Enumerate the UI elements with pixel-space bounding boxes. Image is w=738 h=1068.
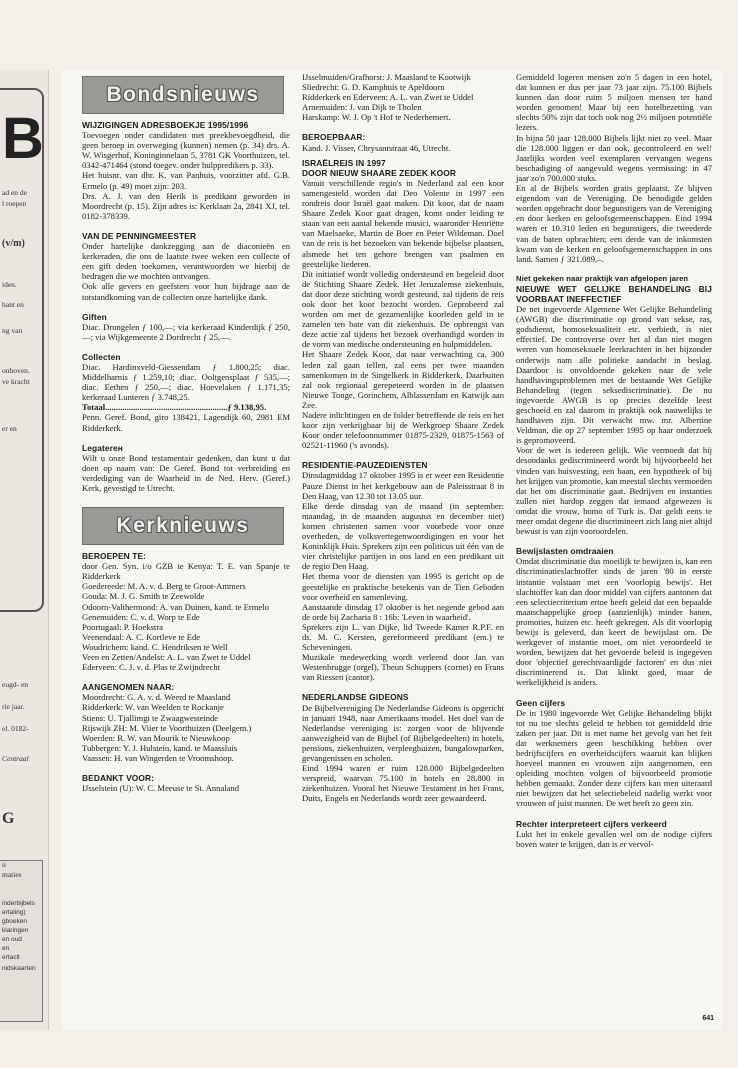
paragraph: Kand. J. Visser, Chrysantstraat 46, Utrecht.: [302, 142, 451, 153]
paragraph: Nadere inlichtingen en de folder betreffende de reis en het koor zijn verkrijgbaar bij de Werkgroep Shaare Zedek Koor onder telefoonnummer 01875-2329, 01875-1563 of 02521-11960 ('s avonds).: [302, 410, 504, 451]
paragraph: Ridderkerk en Ederveen: A. L. van Zwet te Uddel: [302, 92, 474, 103]
paragraph: Het thema voor de diensten van 1995 is gericht op de geestelijke en praktische betekenis van de Tien Geboden voor overheid en samenleving.: [302, 571, 504, 602]
paragraph: Moordrecht: G. A. v. d. Weerd te Maasland: [82, 692, 231, 703]
fragment: maties: [2, 870, 22, 879]
paragraph: Vaassen: H. van Wingerden te Vroomshoop.: [82, 752, 234, 763]
fragment: onhoven.: [2, 366, 30, 375]
fragment: nidskaarten: [2, 965, 36, 972]
paragraph: Poortugaal: P. Hoekstra: [82, 621, 163, 632]
heading: Legaterен: [82, 442, 123, 453]
paragraph: Sliedrecht: G. D. Kamphuis te Apeldoorn: [302, 82, 445, 93]
heading: Geen cijfers: [516, 697, 566, 708]
paragraph: Woudrichem: kand. C. Hendriksen te Well: [82, 641, 228, 652]
paragraph: Onder hartelijke dankzegging aan de diaconieën en kerkeraden, die ons de laatste twee weken een collecte of een gift deden toekomen, verantwoorden we hierbij de bedragen die we mochten ontvangen.: [82, 241, 290, 282]
heading: BEDANKT VOOR:: [82, 772, 155, 783]
paragraph: Odoorn-Valthermond: A. van Duinen, kand. te Ermelo: [82, 601, 269, 612]
fragment: n: [2, 860, 6, 869]
page-number: 641: [702, 1015, 714, 1022]
paragraph: Genemuiden: C. v. d. Worp te Ede: [82, 611, 200, 622]
paragraph: Lukt het in enkele gevallen wel om de nodige cijfers boven water te krijgen, dan is er vervol-: [516, 828, 712, 849]
fragment: ertaling): [2, 909, 26, 916]
paragraph: Rijswijk ZH: M. Viier te Voorthuizen (Deelgem.): [82, 722, 252, 733]
paragraph: Toevoegen onder candidaten met preekbevoegdheid, die geen beroep in overweging (kunnen) nemen (p. 34) drs. A. W. Wisgerhof, Koninginnelaan 5, 3781 GK Voorthuizen, tel. 0342-471464 (stond toegev. onder hulppredikers p. 33).: [82, 130, 290, 171]
paragraph: Ook alle gevers en geefsters voor hun bijdrage aan de totstandkoming van de collecten onze hartelijke dank.: [82, 281, 290, 302]
kerknieuws-banner: Kerknieuws: [82, 507, 284, 545]
fragment: ad en de: [2, 188, 27, 197]
total-line: Totaal.........................................................ƒ 9.138,95.: [82, 402, 267, 413]
paragraph: Gemiddeld logeren mensen zo'n 5 dagen in een hotel, dat kunnen er dus per jaar 73 jaar zijn. 75.100 Bijbels kunnen dan door ruim 5 miljoen mensen ter hand worden genomen! Maar bij een hotelbezetting van slechts 50% zijn dat toch ook nog 2½ miljoen potentiële lezers.: [516, 72, 712, 133]
heading: ISRAËLREIS IN 1997: [302, 157, 386, 168]
paragraph: Wilt u onze Bond testamentair gedenken, dan kunt u dat doen op naam van: De Geref. Bond tot verbreiding en verdediging van de Waarheid in de Ned. Herv. (Geref.) Kerk, gevestigd te Utrecht.: [82, 452, 290, 493]
paragraph: Woerden: R. W. van Mourik te Nieuwkoop: [82, 732, 230, 743]
paragraph: IJsselmuiden/Grafhorst: J. Maasland te Kootwijk: [302, 72, 471, 82]
fragment: iden.: [2, 280, 17, 289]
adjacent-page-big-letter: B: [2, 106, 44, 171]
paragraph: Ederveen: C. J. v. d. Plas te Zwijndrecht: [82, 662, 221, 673]
paragraph: Drs. A. J. van den Herik is predikant geworden in Moordrecht (p. 15). Zijn adres is: Kerklaan 2a, 2841 XJ, tel. 0182-378339.: [82, 190, 290, 221]
fragment: Centraal: [2, 754, 29, 763]
paragraph: Gouda: M. J. G. Smith te Zeewolde: [82, 591, 205, 602]
column-2: [302, 72, 504, 803]
paragraph: Veenendaal: A. C. Kortleve te Ede: [82, 631, 201, 642]
heading: NEDERLANDSE GIDEONS: [302, 692, 409, 703]
heading: Niet gekeken naar praktijk van afgelopen jaren: [516, 273, 689, 283]
heading: Collecten: [82, 351, 121, 362]
paragraph: Goedereede: M. A. v. d. Berg te Groot-Ammers: [82, 581, 246, 592]
paragraph: Diac. Drongelen ƒ 100,—; via kerkeraad Kinderdijk ƒ 250,—; via Wijkgemeente 2 Dordrecht ƒ 25,—.: [82, 321, 290, 342]
paragraph: En al de Bijbels worden gratis geplaatst. Ze blijven eigendom van de Vereniging. De benodigde gelden worden opgebracht door begunstigers van de Vereniging en door kerken en geloofsgemeenschappen. Eind 1994 waren er 10.310 leden en begunstigers, die tweederde van de baten opbrachten; een derde van de inkomsten kwam van de kerken en geloofsgemeenschappen in ons land. Samen ƒ 321.089,–.: [516, 183, 712, 264]
fragment: gboeken: [2, 918, 27, 925]
paragraph: Penn. Geref. Bond, giro 138421, Lagendijk 60, 2981 EM Ridderkerk.: [82, 412, 290, 433]
paragraph: Sprekers zijn L. van Dijke, lid Tweede Kamer R.P.F. en ds. M. C. Kersten, gereformeerd predikant (em.) te Scheveningen.: [302, 621, 504, 653]
heading: WIJZIGINGEN ADRESBOEKJE 1995/1996: [82, 120, 249, 130]
fragment: (v/m): [2, 238, 25, 249]
paragraph: Stiens: U. Tjallimgi te Zwaagwesteinde: [82, 712, 219, 723]
heading: RESIDENTIE-PAUZEDIENSTEN: [302, 460, 428, 471]
fragment: G: [2, 810, 15, 827]
heading: AANGENOMEN NAAR:: [82, 682, 175, 693]
paragraph: Eind 1994 waren er ruim 128.000 Bijbelgedeelten verspreid, waarvan 75.100 in hotels en 28.800 in ziekenhuizen. Vooral het Nieuwe Testament in het Frans, Duits, Engels en Nederlands wordt zeer gewaardeerd.: [302, 763, 504, 804]
paragraph: Voor de wet is iedereen gelijk. Wie vermoedt dat hij desondanks gediscrimineerd wordt bij bijvoorbeeld het vinden van huisvesting, een baan, een hypotheek of bij het krijgen van promotie, kan meestal slechts vermoeden dat het om discriminatie gaat. Bedrijven en instanties zullen niet hardop zeggen dat iemand afgewezen is omdat die vrouw, homo of Turk is. Dat geldt eens te meer omdat degene die discrimineert zich lang niet altijd bewust is van zijn vooroordelen.: [516, 445, 712, 537]
fragment: el. 0182-: [2, 724, 29, 733]
paragraph: De Bijbelvereniging De Nederlandse Gideons is opgericht in januari 1948, naar Amerikaans model. Het doel van de Nederlandse vereniging is: zorgen voor de blijvende aanwezigheid van de Bijbel (of Bijbelgedeelten) in hotels, pensions, ziekenhuizen, verpleeghuizen, bungalowparken, gevangenissen en scholen.: [302, 702, 504, 763]
paragraph: Ridderkerk: W. van Weelden te Rockanje: [82, 702, 224, 713]
column-1: [82, 72, 290, 793]
paragraph: De net ingevoerde Algemene Wet Gelijke Behandeling (AWGB) die discriminatie op grond van sekse, ras, godsdienst, homoseksualiteit etc. verbiedt, is niet effectief. De controverse over het al dan niet mogen weren van homoseksuele leerkrachten in het bijzonder onderwijs nam alle politieke aandacht in beslag. Daardoor is onvoldoende gekeken naar de vele handhavingsproblemen met de bestaande Wet Gelijke Behandeling (tegen seksediscriminatie). De nu ingevoerde AWGB is op precies dezelfde leest geschoeid en zal daarom in praktijk ook nauwelijks te handhaven zijn. Dit verwacht mw. mr. Albertine Veldman, die op 27 september 1995 op haar onderzoek is gepromoveerd.: [516, 304, 712, 446]
magazine-page: [62, 70, 722, 1030]
paragraph: Arnemuiden: J. van Dijk te Tholen: [302, 102, 422, 113]
paragraph: Veen en Zetten/Andelst: A. L. van Zwet te Uddel: [82, 652, 251, 663]
heading: NIEUWE WET GELIJKE BEHANDELING BIJ VOORBAAT INEFFECTIEF: [516, 283, 712, 304]
paragraph: De in 1980 ingevoerde Wet Gelijke Behandeling blijkt tot nu toe slechts geleid te hebben tot gemiddeld drie zaken per jaar. Dit is met name het gevolg van het feit dat werknemers geen beschikking hebben over bedrijfscijfers en overheidscijfers waaruit kan blijken hoeveel mannen en vrouwen zijn aangenomen, een opleiding mochten volgen of bijvoorbeeld promotie hebben gemaakt. Zonder deze cijfers kan men uiteraard niet bewijzen dat het selectiebeleid nadelig werkt voor vrouwen of juist mannen. De wet heeft zo geen zin.: [516, 707, 712, 809]
paragraph: Elke derde dinsdag van de maand (in september: maandag, in de maanden augustus en december niet) komen christenen samen voor voorbede voor onze overheden, de volksvertegenwoordigingen en voor het Koninklijk Huis. Sprekers zijn een politicus uit één van de vier christelijke partijen in ons land en een predikant uit de regio Den Haag.: [302, 500, 504, 572]
fragment: en: [2, 945, 10, 952]
fragment: en oud: [2, 936, 22, 943]
paragraph: IJsselstein (U): W. C. Meeuse te St. Annaland: [82, 783, 240, 794]
paragraph: Tubbergen: Y. J. Hulstein, kand. te Maassluis: [82, 742, 238, 753]
heading: BEROEPEN TE:: [82, 551, 147, 562]
fragment: ve kracht: [2, 377, 30, 386]
paragraph: Het huisnr. van dhr. K. van Panhuis, voorzitter afd. G.B. Ermelo (p. 49) moet zijn: 203.: [82, 170, 290, 191]
fragment: bant en: [2, 300, 24, 309]
fragment: klaringen: [2, 927, 29, 934]
heading: BEROEPBAAR:: [302, 132, 366, 143]
heading: Bewijslasten omdraaien: [516, 546, 614, 557]
bondsnieuws-banner: Bondsnieuws: [82, 76, 284, 114]
fragment: ertaclt: [2, 954, 20, 961]
fragment: ng van: [2, 326, 23, 335]
paragraph: Muzikale medewerking wordt verleend door Jan van Westenbrugge (orgel), Theun Schuppers (cornet) en Frans van Riessen (cantor).: [302, 652, 504, 683]
fragment: inderbijbels: [2, 900, 35, 907]
heading: DOOR NIEUW SHAARE ZEDEK KOOR: [302, 167, 457, 178]
fragment: er en: [2, 424, 17, 433]
paragraph: Dinsdagmiddag 17 oktober 1995 is er weer een Residentie Pauze Dienst in het kerkgebouw aan de Paleisstraat 8 in Den Haag, van 12.30 tot 13.05 uur.: [302, 470, 504, 501]
heading: Giften: [82, 311, 107, 322]
paragraph: In bijna 50 jaar 128.000 Bijbels lijkt niet zo veel. Maar die 128.000 liggen er dan ook, gecontroleerd en wel! Jaarlijks worden veel exemplaren vervangen wegens beschadiging of aangevuld wegens vermissing: in 47 jaar zo'n 700.000 stuks.: [516, 132, 712, 183]
paragraph: Diac. Hardinxveld-Giessendam ƒ 1.800,25; diac. Middelharnis ƒ 1.259,10; diac. Ooltgensplaat ƒ 535,—; diac. Eethen ƒ 250,—; diac. Hoevelaken ƒ 1.171,35; kerkeraad Lunteren ƒ 3.748,25.: [82, 361, 290, 403]
paragraph: door Gen. Syn. i/o GZB te Kenya: T. E. van Spanje te Ridderkerk: [82, 561, 290, 582]
heading: VAN DE PENNINGMEESTER: [82, 230, 197, 241]
paragraph: Vanuit verschillende regio's in Nederland zal een koor samengesteld worden dat Deo Volente in 1997 een rondreis door Israël gaat maken. Dit koor, dat de naam Shaare Zedek Koor gaat dragen, komt onder leiding te staan van een aantal bekende musici, waaronder Henriëtte van Maelsaeke, Martin de Boer en Peter Wildeman. Doel van de reis is het bezoeken van bekende bijbelse plaatsen, alsmede het ten gehore brengen van psalmen en geestelijke liederen.: [302, 177, 504, 269]
fragment: eugd- en: [2, 680, 29, 689]
fragment: rie jaar.: [2, 702, 25, 711]
paragraph: Harskamp: W. J. Op 't Hof te Nederhemert.: [302, 112, 451, 123]
paragraph: Dit initiatief wordt volledig ondersteund en begeleid door de Stichting Shaare Zedek. Het Jeruzalemse ziekenhuis, dat door deze stichting wordt gesteund, zal tijdens de reis ook door het koor bezocht worden. Geprobeerd zal worden om met de gezamenlijke koorleden geld in te zamelen ten bate van dit ziekenhuis. De opbrengst van deze actie zal tijdens het bezoek overhandigd worden in de vorm van medische ondersteuning en hulpmiddelen.: [302, 268, 504, 350]
adjacent-page-strip: [0, 70, 49, 1030]
paragraph: Aanstaande dinsdag 17 oktober is het negende gebod aan de orde bij Zacharia 8 : 16b: 'Leven in waarheid'.: [302, 601, 504, 622]
heading: Rechter interpreteert cijfers verkeerd: [516, 818, 667, 829]
paragraph: Omdat discriminatie dus moeilijk te bewijzen is, kan een discriminatieslachtoffer sinds de jaren '80 in eerste instantie volstaan met een 'voorlopig bewijs'. Het slachtoffer kan dan door middel van cijfers aantonen dat een selectiecriterium ertoe heeft geleid dat een bepaalde maatschappelijke groep (aanzienlijk) minder banen, promoties, huizen etc. heeft gekregen. Als dit voorlopig bewijs is geleverd, dan keert de bewijslast om. De werkgever of instantie moet, om niet veroordeeld te worden, bewijzen dat het gevoerde beleid is ingegeven door 'objectief gerechtvaardigde factoren' en dus niet discriminerend is. Dat klinkt goed, maar de werkelijkheid is anders.: [516, 556, 712, 688]
fragment: l roepen: [2, 199, 27, 208]
paragraph: Het Shaare Zedek Koor, dat naar verwachting ca. 300 leden zal gaan tellen, zal eens per twee maanden samenkomen in de Singelkerk in Ridderkerk. Daarbuiten zal ook regionaal gerepeteerd worden in de plaatsen Nieuwe Tonge, Gorinchem, Alblasserdam en Katwijk aan Zee.: [302, 349, 504, 410]
column-3: [516, 72, 712, 849]
